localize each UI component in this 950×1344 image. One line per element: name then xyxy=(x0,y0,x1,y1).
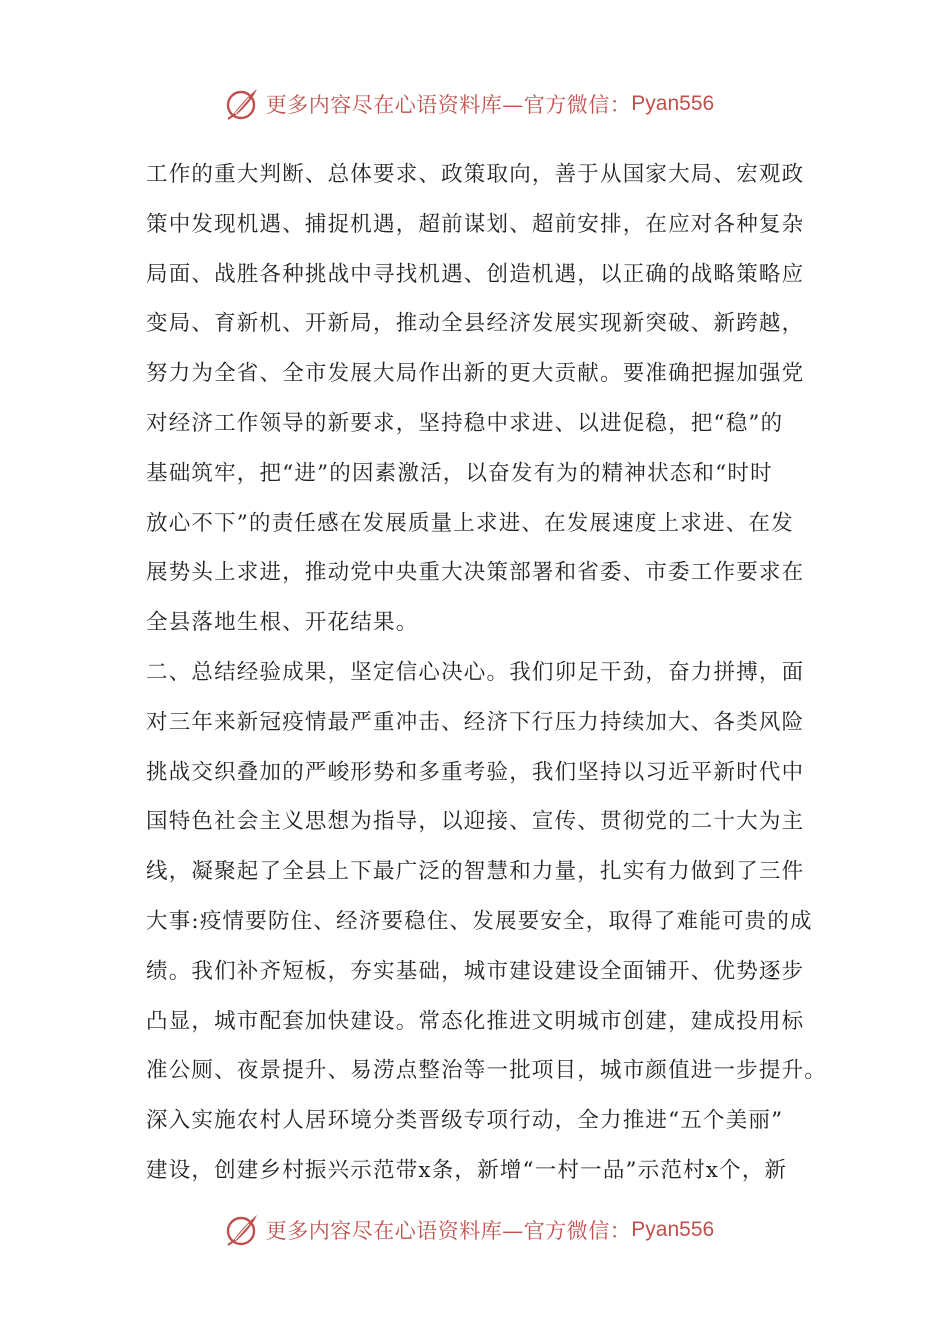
text-line: 全县落地生根、开花结果。 xyxy=(146,610,419,636)
text-line: 对经济工作领导的新要求，坚持稳中求进、以进促稳，把“稳”的 xyxy=(146,410,784,436)
text-line: 对三年来新冠疫情最严重冲击、经济下行压力持续加大、各类风险 xyxy=(146,709,805,735)
text-line: 展势头上求进，推动党中央重大决策部署和省委、市委工作要求在 xyxy=(146,560,805,586)
text-line: 基础筑牢，把“进”的因素激活，以奋发有为的精神状态和“时时 xyxy=(146,460,773,486)
quill-pen-logo-icon xyxy=(224,86,260,122)
section-heading-line: 二、总结经验成果，坚定信心决心。我们卯足干劲，奋力拼搏，面 xyxy=(146,659,805,685)
quill-pen-logo-icon xyxy=(224,1212,260,1248)
text-line: 深入实施农村人居环境分类晋级专项行动，全力推进“五个美丽” xyxy=(146,1108,784,1134)
text-line: 准公厕、夜景提升、易涝点整治等一批项目，城市颜值进一步提升。 xyxy=(146,1058,828,1084)
wechat-id: Pyan556 xyxy=(631,1218,715,1241)
text-line: 变局、育新机、开新局，推动全县经济发展实现新突破、新跨越， xyxy=(146,311,805,337)
text-line: 凸显，城市配套加快建设。常态化推进文明城市创建，建成投用标 xyxy=(146,1008,805,1034)
text-line: 大事:疫情要防住、经济要稳住、发展要安全，取得了难能可贵的成 xyxy=(146,908,813,934)
text-line: 绩。我们补齐短板，夯实基础，城市建设建设全面铺开、优势逐步 xyxy=(146,958,805,984)
wechat-id: Pyan556 xyxy=(631,92,715,115)
banner-text: 更多内容尽在心语资料库—官方微信： xyxy=(265,1219,632,1243)
document-body xyxy=(146,150,826,1196)
text-line: 局面、战胜各种挑战中寻找机遇、创造机遇，以正确的战略策略应 xyxy=(146,261,805,287)
text-line: 建设，创建乡村振兴示范带x条，新增“一村一品”示范村x个，新 xyxy=(146,1157,788,1183)
text-line: 策中发现机遇、捕捉机遇，超前谋划、超前安排，在应对各种复杂 xyxy=(146,211,805,237)
text-line: 工作的重大判断、总体要求、政策取向，善于从国家大局、宏观政 xyxy=(146,162,805,187)
text-line: 努力为全省、全市发展大局作出新的更大贡献。要准确把握加强党 xyxy=(146,361,805,387)
header-watermark-banner xyxy=(0,84,950,124)
text-line: 国特色社会主义思想为指导，以迎接、宣传、贯彻党的二十大为主 xyxy=(146,809,805,835)
text-line: 线，凝聚起了全县上下最广泛的智慧和力量，扎实有力做到了三件 xyxy=(146,859,805,885)
footer-watermark-banner xyxy=(0,1210,950,1250)
text-line: 放心不下”的责任感在发展质量上求进、在发展速度上求进、在发 xyxy=(146,510,794,536)
text-line: 挑战交织叠加的严峻形势和多重考验，我们坚持以习近平新时代中 xyxy=(146,759,805,785)
banner-text: 更多内容尽在心语资料库—官方微信： xyxy=(265,93,632,117)
